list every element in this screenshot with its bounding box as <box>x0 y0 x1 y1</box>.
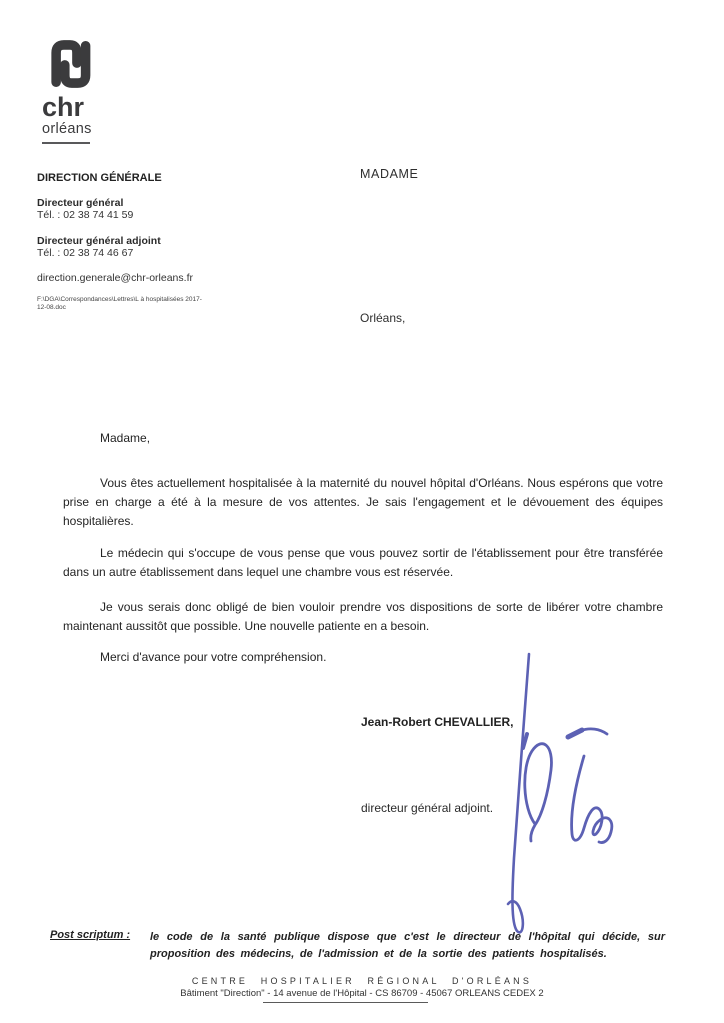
contact-title: Directeur général <box>37 197 124 209</box>
body-paragraph <box>63 598 663 636</box>
signer-title: directeur général adjoint. <box>361 801 494 815</box>
signer-name: Jean-Robert CHEVALLIER, <box>361 715 514 729</box>
salutation-text: Madame, <box>100 431 151 445</box>
footer-rule <box>263 1002 428 1003</box>
contact-title: Directeur général adjoint <box>37 235 161 247</box>
body-paragraph <box>63 544 663 582</box>
paragraph-text: Le médecin qui s'occupe de vous pense que vous pouvez sortir de l'établissement pour être transférée dans un autre établissement dans lequel une chambre vous est réservée. <box>63 546 663 579</box>
handwritten-signature <box>492 648 632 948</box>
contact-phone: Tél. : 02 38 74 46 67 <box>37 247 134 259</box>
post-scriptum-text: le code de la santé publique dispose que c'est le directeur de l'hôpital qui décide, sur proposition des médecins, de l'admission et de la sortie des patients hospitalisés. <box>150 931 665 960</box>
paragraph-text: Je vous serais donc obligé de bien vouloir prendre vos dispositions de sorte de libérer votre chambre maintenant aussitôt que possible. Une nouvelle patiente en a besoin. <box>63 600 663 633</box>
body-paragraph <box>63 474 663 531</box>
paragraph-text: Vous êtes actuellement hospitalisée à la maternité du nouvel hôpital d'Orléans. Nous espérons que votre prise en charge a été à la mesure de vos attentes. Je sais l'engagement et le dévouement des équipes hospitalières. <box>63 476 663 528</box>
body-paragraph <box>63 648 663 667</box>
footer-hospital-name: CENTRE HOSPITALIER RÉGIONAL D'ORLÉANS <box>191 976 533 986</box>
paragraph-text: Merci d'avance pour votre compréhension. <box>100 650 327 664</box>
logo-brand: chr <box>42 92 85 122</box>
contact-phone: Tél. : 02 38 74 41 59 <box>37 209 134 221</box>
post-scriptum-label: Post scriptum : <box>50 929 131 941</box>
recipient: MADAME <box>360 167 419 181</box>
sender-department: DIRECTION GÉNÉRALE <box>37 172 162 184</box>
file-reference: F:\DGA\Correspondances\Lettres\L à hospitalisées 2017-12-08.doc <box>37 296 202 311</box>
logo-rule <box>42 142 90 144</box>
logo-city: orléans <box>42 121 92 137</box>
salutation <box>63 429 663 448</box>
sender-email: direction.generale@chr-orleans.fr <box>37 272 193 284</box>
dateline: Orléans, <box>360 311 406 325</box>
chr-knot-icon <box>44 35 96 93</box>
footer-address: Bâtiment "Direction" - 14 avenue de l'Hôpital - CS 86709 - 45067 ORLEANS CEDEX 2 <box>180 988 544 999</box>
